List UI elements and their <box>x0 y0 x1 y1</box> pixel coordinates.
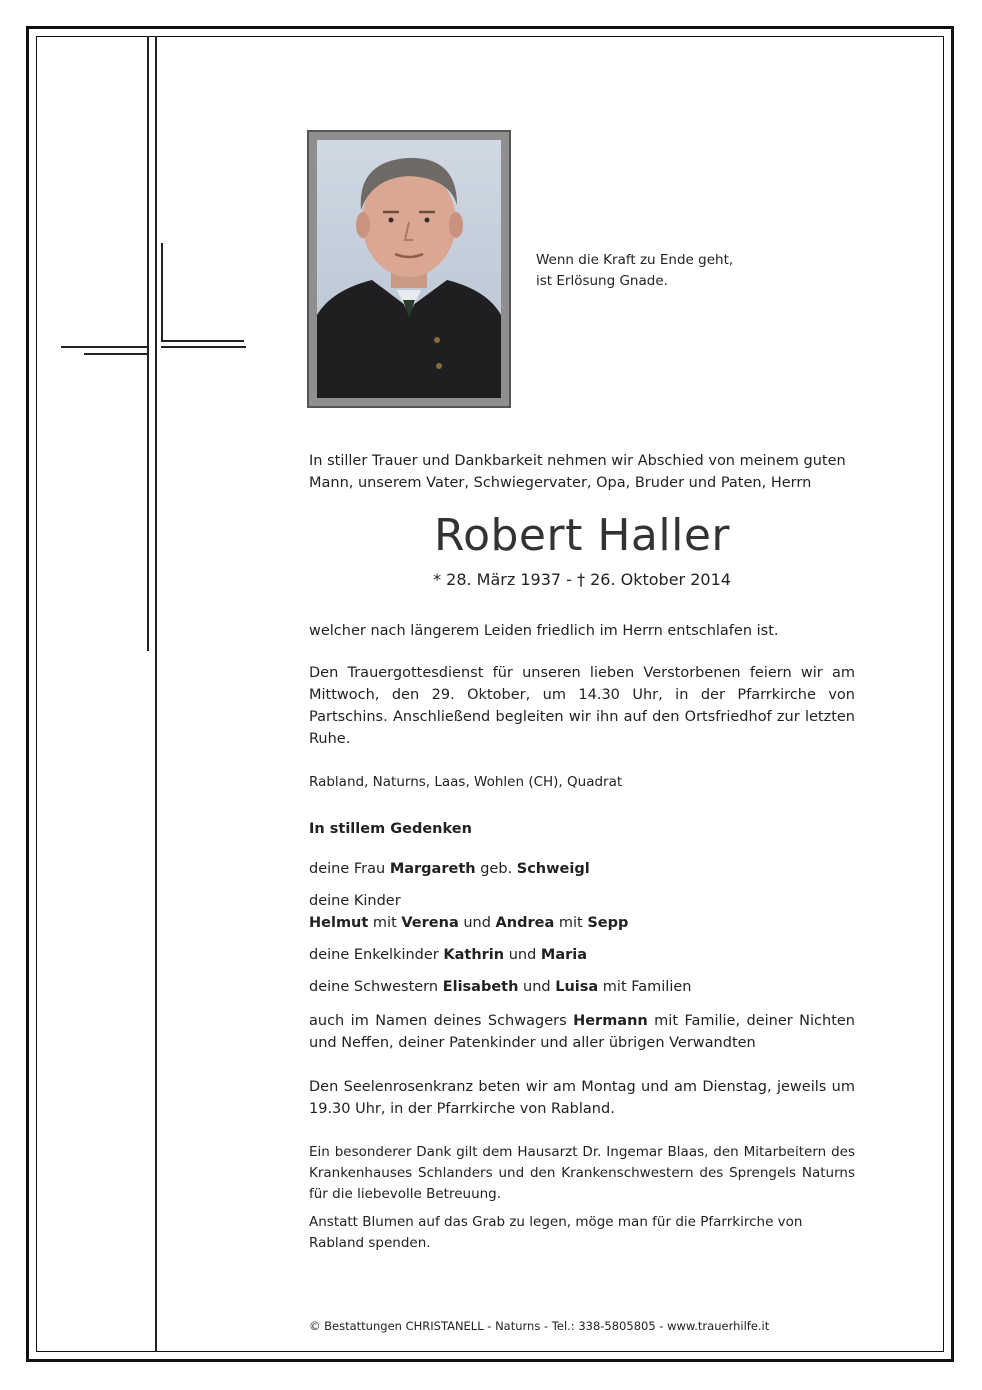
children-names: Helmut mit Verena und Andrea mit Sepp <box>309 915 629 931</box>
children-label: deine Kinder <box>309 893 401 909</box>
motto <box>536 250 733 292</box>
places-text: Rabland, Naturns, Laas, Wohlen (CH), Quadrat <box>309 774 623 790</box>
intro-line-1: In stiller Trauer und Dankbarkeit nehmen wir Abschied von meinem guten <box>309 453 846 469</box>
rosary-text: Den Seelenrosenkranz beten wir am Montag und am Dienstag, jeweils um 19.30 Uhr, in der Pfarrkirche von Rabland. <box>309 1079 855 1117</box>
mourner-children <box>309 890 855 934</box>
mourner-sisters: deine Schwestern Elisabeth und Luisa mit Familien <box>309 979 692 995</box>
portrait-image <box>317 140 501 398</box>
funeral-service-text: Den Trauergottesdienst für unseren lieben Verstorbenen feiern wir am Mittwoch, den 29. Oktober, um 14.30 Uhr, in der Pfarrkirche von Partschins. Anschließend begleiten wir ihn auf den Ortsfriedhof zur letzten Ruhe. <box>309 665 855 747</box>
passing-text: welcher nach längerem Leiden friedlich im Herrn entschlafen ist. <box>309 623 779 639</box>
deceased-name: Robert Haller <box>433 510 730 561</box>
mourner-grandchildren: deine Enkelkinder Kathrin und Maria <box>309 947 588 963</box>
mourner-relatives: auch im Namen deines Schwagers Hermann mit Familie, deiner Nichten und Neffen, deiner Patenkinder und aller übrigen Verwandten <box>309 1013 855 1051</box>
mourners-heading: In stillem Gedenken <box>309 821 472 837</box>
intro-line-2: Mann, unserem Vater, Schwiegervater, Opa, Bruder und Paten, Herrn <box>309 475 812 491</box>
intro-text <box>309 450 855 494</box>
footer-imprint: © Bestattungen CHRISTANELL - Naturns - Tel.: 338-5805805 - www.trauerhilfe.it <box>309 1319 770 1333</box>
life-dates: * 28. März 1937 - † 26. Oktober 2014 <box>433 570 731 589</box>
portrait-photo <box>307 130 511 408</box>
flowers-text: Anstatt Blumen auf das Grab zu legen, möge man für die Pfarrkirche von Rabland spenden. <box>309 1214 803 1251</box>
motto-line-2: ist Erlösung Gnade. <box>536 273 668 289</box>
thanks-text: Ein besonderer Dank gilt dem Hausarzt Dr. Ingemar Blaas, den Mitarbeitern des Krankenhauses Schlanders und den Krankenschwestern des Sprengels Naturns für die liebevolle Betreuung. <box>309 1144 855 1202</box>
mourner-wife: deine Frau Margareth geb. Schweigl <box>309 861 590 877</box>
motto-line-1: Wenn die Kraft zu Ende geht, <box>536 252 734 268</box>
